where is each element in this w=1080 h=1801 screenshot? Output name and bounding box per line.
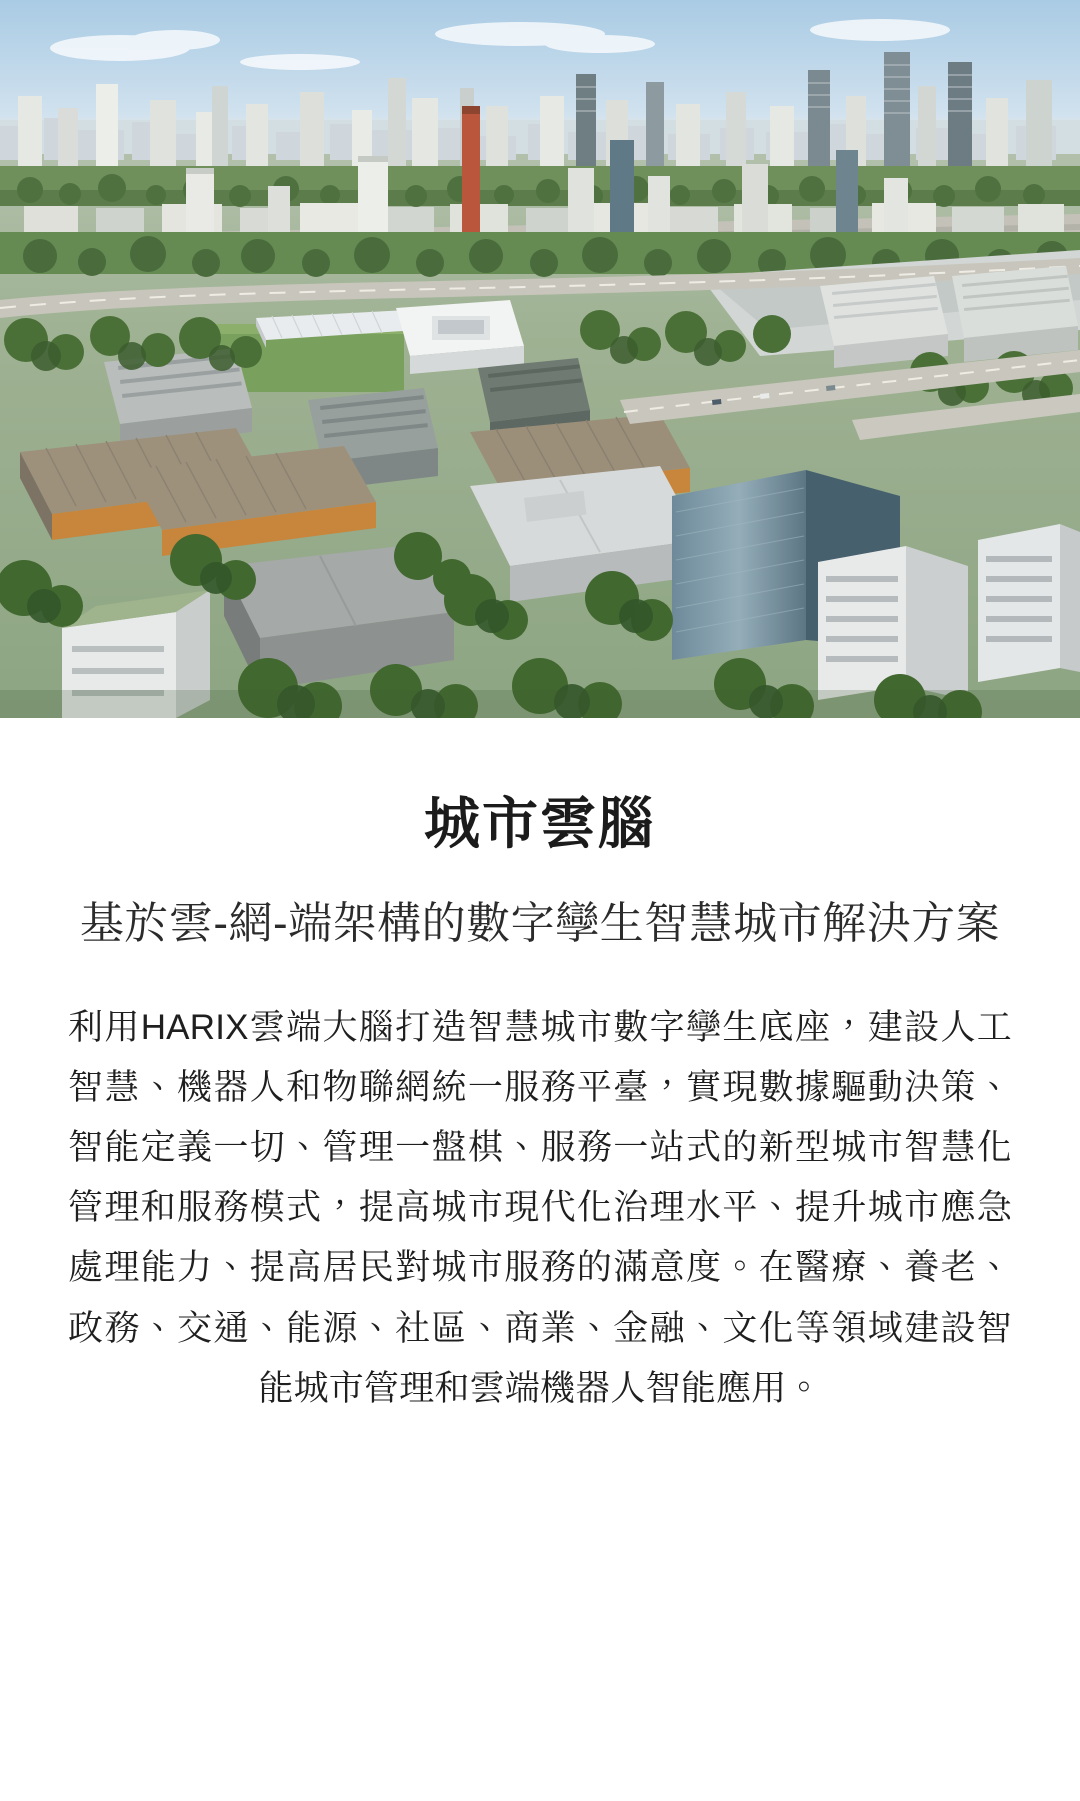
page-body-text: 利用HARIX雲端大腦打造智慧城市數字孿生底座，建設人工智慧、機器人和物聯網統一服務平臺，實現數據驅動決策、智能定義一切、管理一盤棋、服務一站式的新型城市智慧化管理和服務模式，提高城市現代化治理水平、提升城市應急處理能力、提高居民對城市服務的滿意度。在醫療、養老、政務、交通、能源、社區、商業、金融、文化等領域建設智能城市管理和雲端機器人智能應用。: [68, 1007, 1012, 1408]
page-title: 城市雲腦: [424, 792, 656, 855]
article-content: [0, 718, 1080, 1419]
hero-image: [0, 0, 1080, 718]
page-subtitle: 基於雲-網-端架構的數字孿生智慧城市解決方案: [79, 899, 1001, 949]
